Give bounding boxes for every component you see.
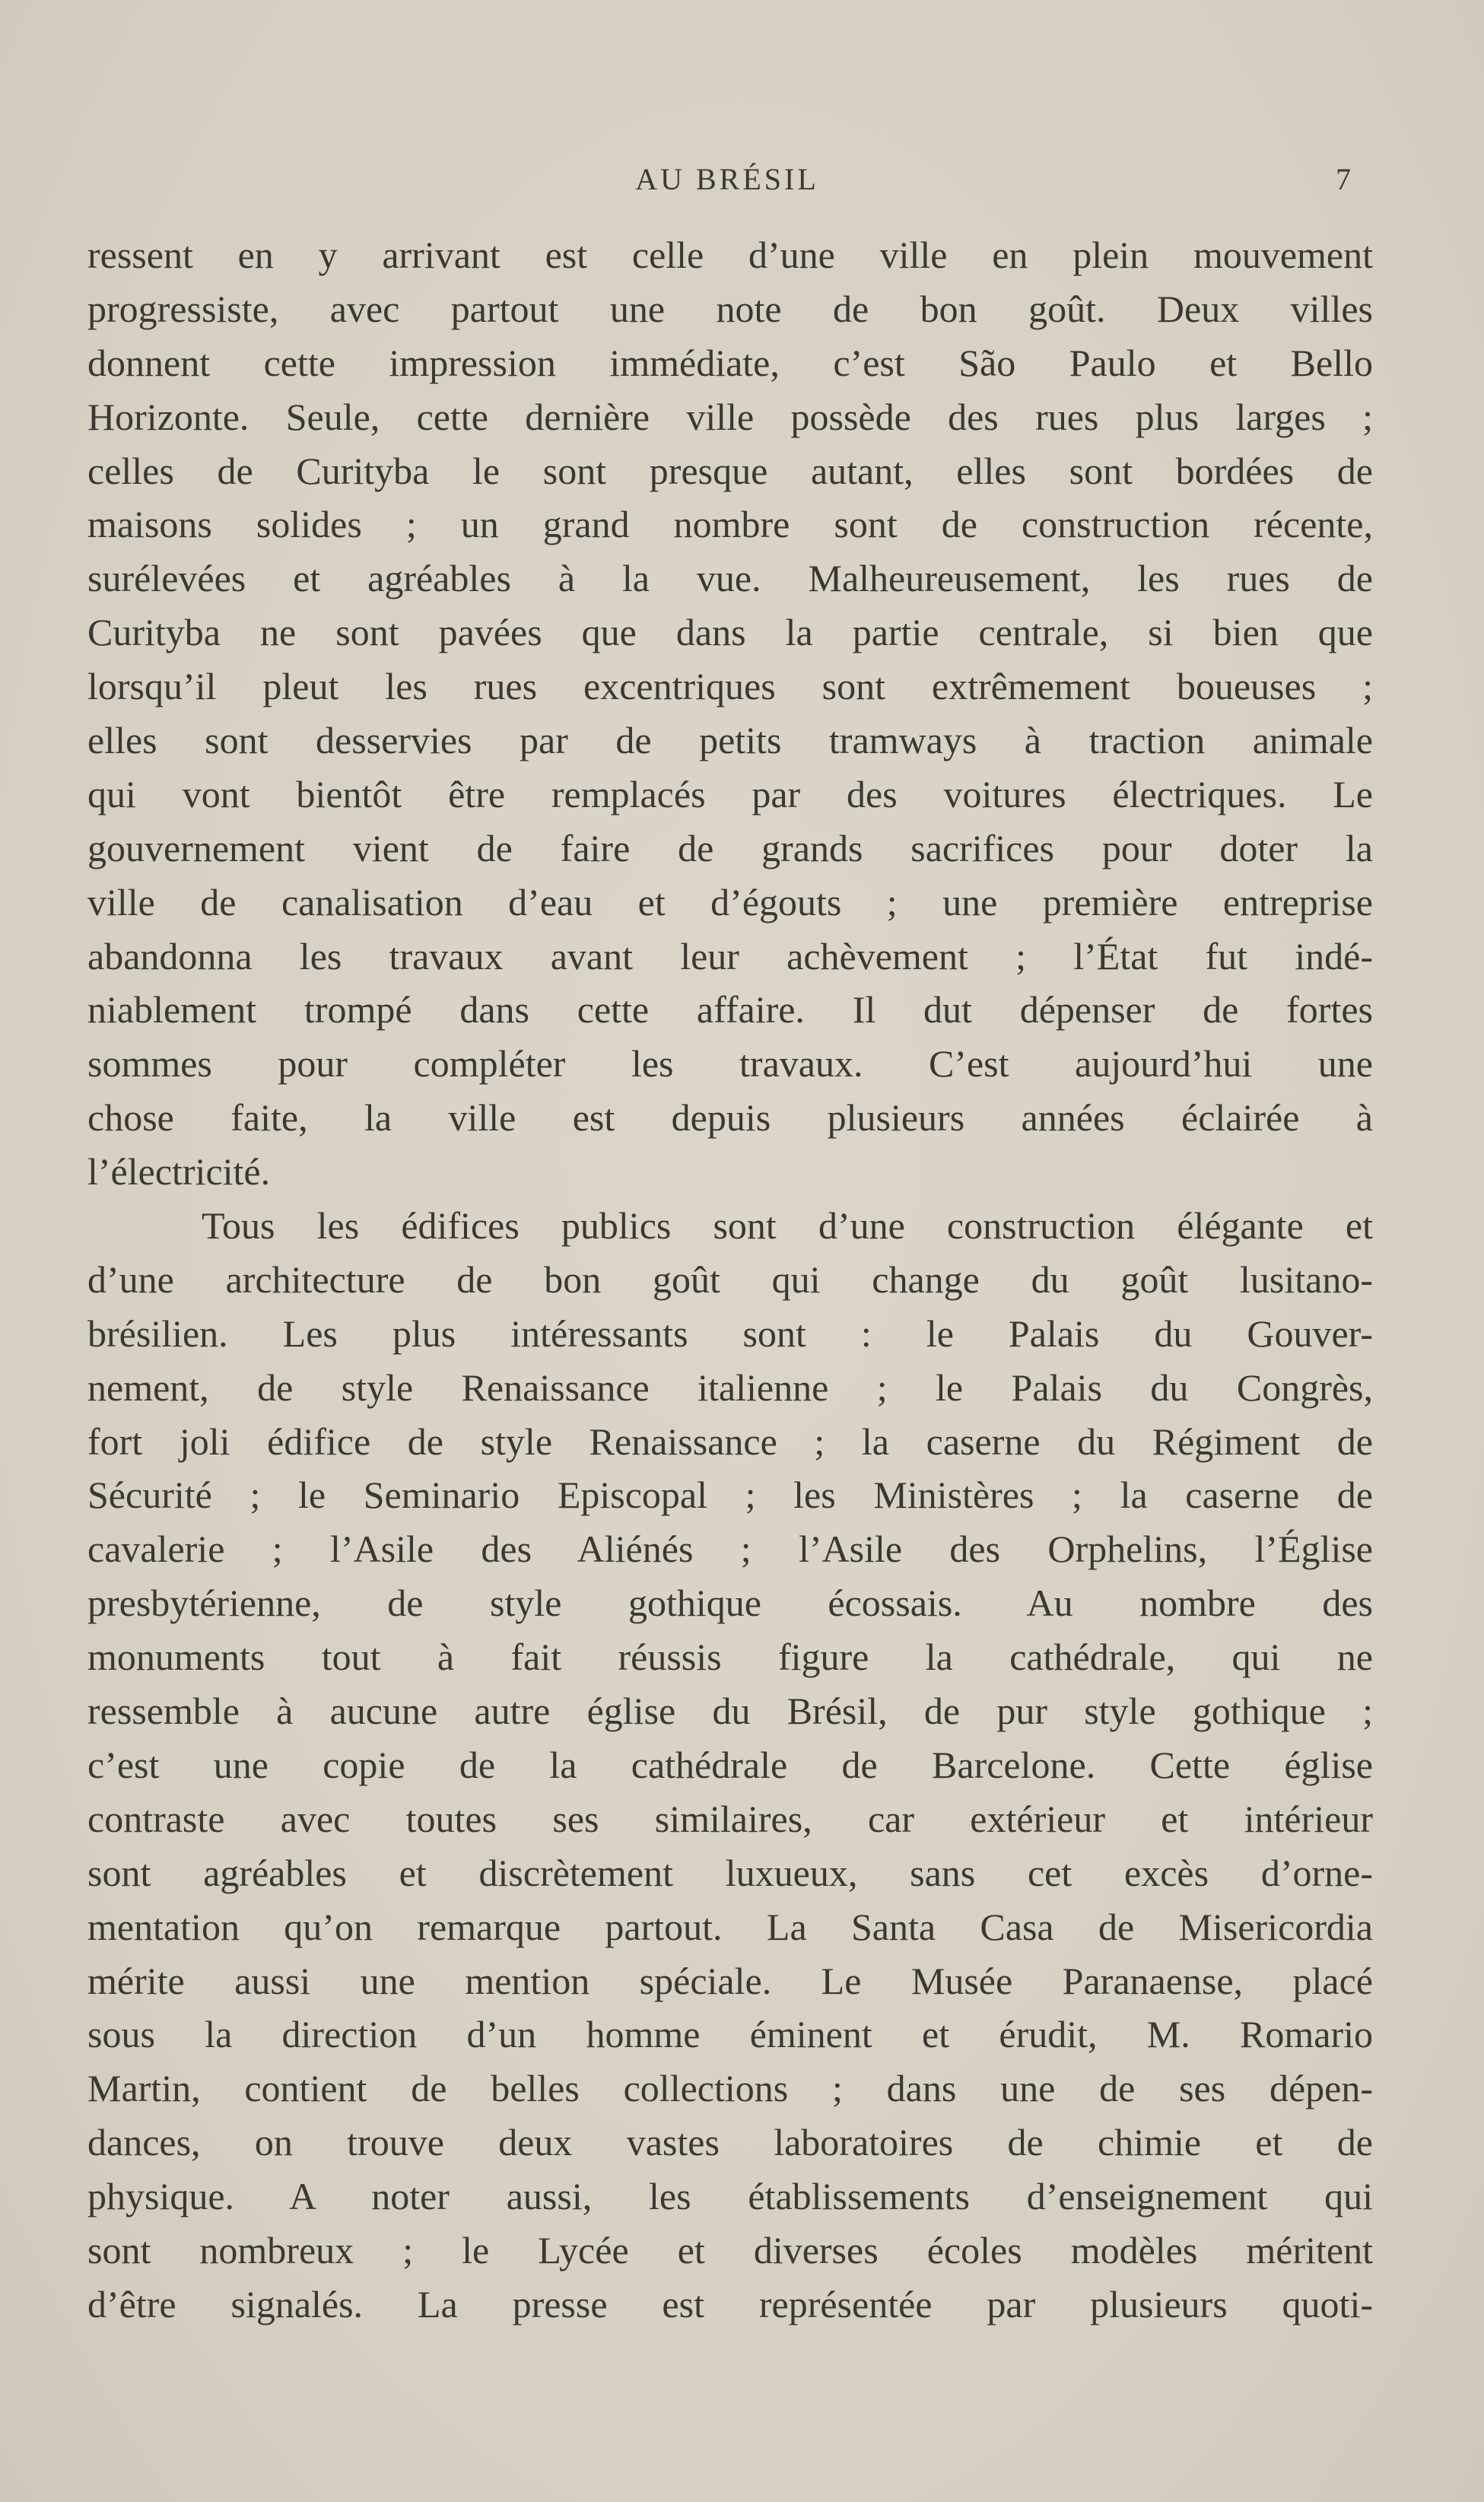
text-line: fort joli édifice de style Renaissance ; la caserne du Régiment de <box>87 1419 1373 1463</box>
text-line: sont nombreux ; le Lycée et diverses écoles modèles méritent <box>87 2228 1373 2272</box>
text-line: gouvernement vient de faire de grands sacrifices pour doter la <box>87 826 1373 870</box>
text-line: sont agréables et discrètement luxueux, sans cet excès d’orne- <box>87 1851 1373 1894</box>
text-line: mentation qu’on remarque partout. La Santa Casa de Misericordia <box>87 1905 1373 1948</box>
text-line: brésilien. Les plus intéressants sont : le Palais du Gouver- <box>87 1311 1373 1355</box>
running-title: AU BRÉSIL <box>635 162 819 196</box>
text-line: Sécurité ; le Seminario Episcopal ; les Ministères ; la caserne de <box>87 1474 1373 1517</box>
text-line: cavalerie ; l’Asile des Aliénés ; l’Asile des Orphelins, l’Église <box>87 1528 1373 1571</box>
text-line: monuments tout à fait réussis figure la cathédrale, qui ne <box>87 1636 1373 1679</box>
text-line: sous la direction d’un homme éminent et érudit, M. Romario <box>87 2013 1373 2056</box>
body-text <box>87 228 1373 2332</box>
text-line: dances, on trouve deux vastes laboratoires de chimie et de <box>87 2121 1373 2164</box>
text-line: abandonna les travaux avant leur achèvement ; l’État fut indé- <box>87 934 1373 978</box>
text-line: lorsqu’il pleut les rues excentriques sont extrêmement boueuses ; <box>87 665 1373 708</box>
text-line: ville de canalisation d’eau et d’égouts ; une première entreprise <box>87 880 1373 924</box>
text-line: d’être signalés. La presse est représentée par plusieurs quoti- <box>87 2282 1373 2326</box>
text-line: nement, de style Renaissance italienne ; le Palais du Congrès, <box>87 1365 1373 1409</box>
page-number: 7 <box>1336 162 1351 196</box>
text-line: ressent en y arrivant est celle d’une ville en plein mouvement <box>87 234 1373 276</box>
paragraph <box>87 1199 1373 2332</box>
text-line: surélevées et agréables à la vue. Malheureusement, les rues de <box>87 557 1373 600</box>
paragraph <box>87 228 1373 1199</box>
text-line: chose faite, la ville est depuis plusieurs années éclairée à <box>87 1096 1373 1140</box>
text-line: ressemble à aucune autre église du Brésil, de pur style gothique ; <box>87 1690 1373 1733</box>
text-line: maisons solides ; un grand nombre sont de construction récente, <box>87 503 1373 546</box>
text-line: celles de Curityba le sont presque autant, elles sont bordées de <box>87 449 1373 492</box>
text-line: Horizonte. Seule, cette dernière ville possède des rues plus larges ; <box>87 395 1373 438</box>
text-line: l’électricité. <box>87 1150 271 1194</box>
text-line: d’une architecture de bon goût qui change du goût lusitano- <box>87 1257 1373 1301</box>
text-line: Curityba ne sont pavées que dans la partie centrale, si bien que <box>87 611 1373 654</box>
text-line: niablement trompé dans cette affaire. Il dut dépenser de fortes <box>87 988 1373 1032</box>
text-line: elles sont desservies par de petits tramways à traction animale <box>87 719 1373 762</box>
text-line: progressiste, avec partout une note de bon goût. Deux villes <box>87 287 1373 330</box>
text-line: physique. A noter aussi, les établissements d’enseignement qui <box>87 2175 1373 2218</box>
text-line: qui vont bientôt être remplacés par des voitures électriques. Le <box>87 772 1373 815</box>
text-line: donnent cette impression immédiate, c’est São Paulo et Bello <box>87 341 1373 384</box>
text-line: presbytérienne, de style gothique écossais. Au nombre des <box>87 1582 1373 1625</box>
text-line: c’est une copie de la cathédrale de Barcelone. Cette église <box>87 1743 1373 1786</box>
text-line: sommes pour compléter les travaux. C’est aujourd’hui une <box>87 1042 1373 1086</box>
text-line: mérite aussi une mention spéciale. Le Musée Paranaense, placé <box>87 1959 1373 2002</box>
text-line: contraste avec toutes ses similaires, car extérieur et intérieur <box>87 1797 1373 1840</box>
text-line: Martin, contient de belles collections ; dans une de ses dépen- <box>87 2067 1373 2110</box>
running-header <box>0 161 1484 207</box>
text-line: Tous les édifices publics sont d’une construction élégante et <box>202 1204 1373 1248</box>
